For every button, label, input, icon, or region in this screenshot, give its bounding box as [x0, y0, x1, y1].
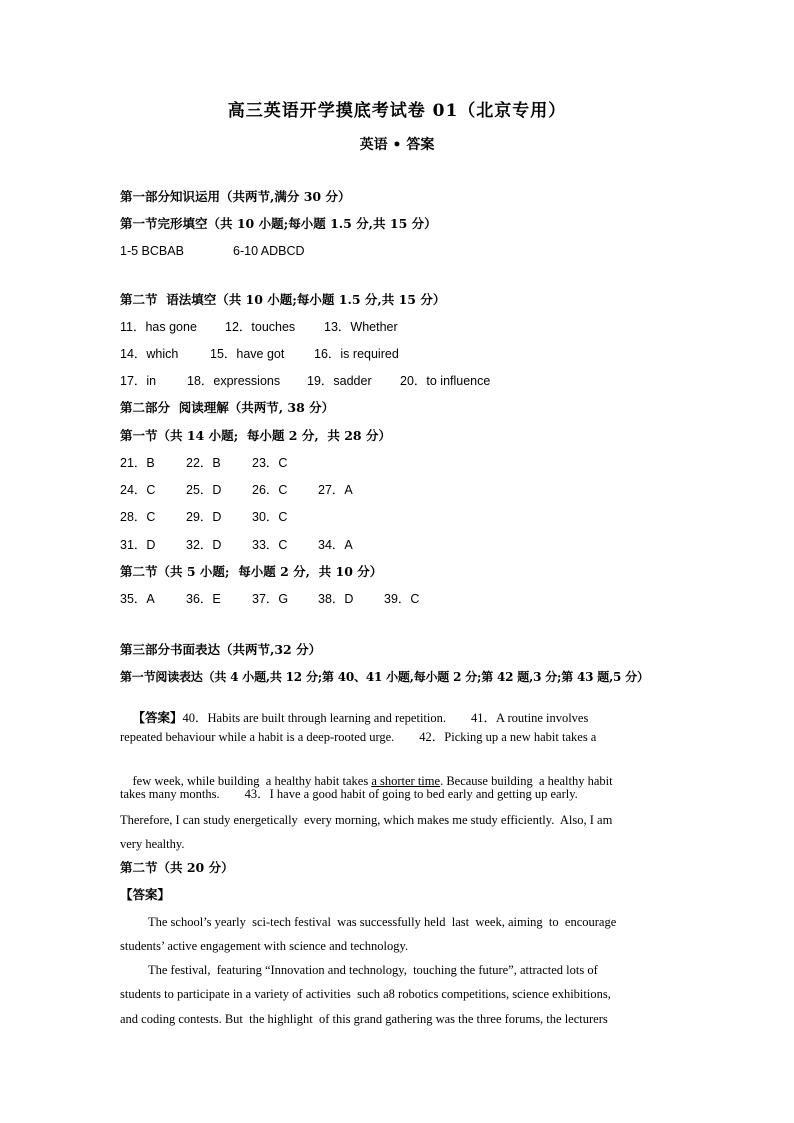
reading-expression-line-5: Therefore, I can study energetically every morning, which makes me study efficiently. Also, I am	[120, 813, 613, 827]
part2-section2-heading: 第二节（共 5 小题; 每小题 2 分, 共 10 分）	[120, 564, 383, 579]
reading-answer-35: 35．A	[120, 592, 155, 606]
expression-line-1-text: 40．Habits are built through learning and repetition. 41．A routine involves	[182, 710, 589, 725]
part1-section1-heading: 第一节完形填空（共 10 小题;每小题 1.5 分,共 15 分）	[120, 216, 437, 231]
page-subtitle: 英语 • 答案	[359, 137, 435, 153]
reading-answer-38: 38．D	[318, 592, 354, 606]
reading-answer-30: 30．C	[252, 510, 288, 524]
reading-expression-line-6: very healthy.	[120, 837, 185, 851]
grammar-answer-14: 14．which	[120, 347, 179, 361]
expression-line-3-tail: . Because building a healthy habit	[440, 773, 613, 788]
reading-answer-36: 36．E	[186, 592, 221, 606]
essay-line-5: and coding contests. But the highlight of this grand gathering was the three forums, the lecturers	[120, 1012, 608, 1026]
part3-heading: 第三部分书面表达（共两节,32 分）	[120, 642, 322, 657]
reading-answer-28: 28．C	[120, 510, 156, 524]
reading-answer-23: 23．C	[252, 456, 288, 470]
part2-heading: 第二部分 阅读理解（共两节, 38 分）	[120, 400, 335, 415]
cloze-answers-1-5: 1-5 BCBAB	[120, 244, 184, 258]
reading-answer-27: 27．A	[318, 483, 353, 497]
grammar-answer-20: 20．to influence	[400, 374, 491, 388]
underlined-phrase: a shorter time	[371, 773, 441, 788]
cloze-answers-6-10: 6-10 ADBCD	[233, 244, 305, 258]
essay-line-1: The school’s yearly sci-tech festival was successfully held last week, aiming to encourage	[148, 915, 617, 929]
grammar-answer-12: 12．touches	[225, 320, 296, 334]
section2-answer-tag: 【答案】	[120, 887, 171, 902]
part1-heading: 第一部分知识运用（共两节,满分 30 分）	[120, 189, 351, 204]
reading-answer-32: 32．D	[186, 538, 222, 552]
reading-answer-24: 24．C	[120, 483, 156, 497]
reading-answer-31: 31．D	[120, 538, 156, 552]
part2-section1-heading: 第一节（共 14 小题; 每小题 2 分, 共 28 分）	[120, 428, 391, 443]
grammar-answer-18: 18．expressions	[187, 374, 281, 388]
reading-answer-22: 22．B	[186, 456, 221, 470]
grammar-answer-16: 16．is required	[314, 347, 399, 361]
reading-answer-29: 29．D	[186, 510, 222, 524]
part1-section2-heading: 第二节 语法填空（共 10 小题;每小题 1.5 分,共 15 分）	[120, 292, 446, 307]
grammar-answer-11: 11．has gone	[120, 320, 197, 334]
reading-expression-line-4: takes many months. 43．I have a good habit of going to bed early and getting up early.	[120, 787, 578, 801]
reading-answer-33: 33．C	[252, 538, 288, 552]
grammar-answer-19: 19．sadder	[307, 374, 372, 388]
reading-expression-line-2: repeated behaviour while a habit is a deep-rooted urge. 42．Picking up a new habit takes a	[120, 730, 597, 744]
expression-line-3-text: few week, while building a healthy habit takes	[132, 773, 372, 788]
essay-line-4: students to participate in a variety of activities such a8 robotics competitions, science exhibitions,	[120, 987, 611, 1001]
reading-answer-34: 34．A	[318, 538, 353, 552]
essay-line-2: students’ active engagement with science and technology.	[120, 939, 409, 953]
grammar-answer-13: 13．Whether	[324, 320, 398, 334]
answer-tag: 【答案】	[132, 709, 183, 725]
reading-answer-26: 26．C	[252, 483, 288, 497]
page-title: 高三英语开学摸底考试卷 01（北京专用）	[227, 101, 567, 121]
essay-line-3: The festival, featuring “Innovation and technology, touching the future”, attracted lots of	[148, 963, 598, 977]
part3-section2-heading: 第二节（共 20 分）	[120, 860, 234, 875]
reading-answer-37: 37．G	[252, 592, 289, 606]
reading-answer-25: 25．D	[186, 483, 222, 497]
reading-answer-39: 39．C	[384, 592, 420, 606]
reading-answer-21: 21．B	[120, 456, 155, 470]
grammar-answer-15: 15．have got	[210, 347, 285, 361]
part3-section1-heading: 第一节阅读表达（共 4 小题,共 12 分;第 40、41 小题,每小题 2 分;第 42 题,3 分;第 43 题,5 分）	[120, 670, 649, 684]
grammar-answer-17: 17．in	[120, 374, 157, 388]
